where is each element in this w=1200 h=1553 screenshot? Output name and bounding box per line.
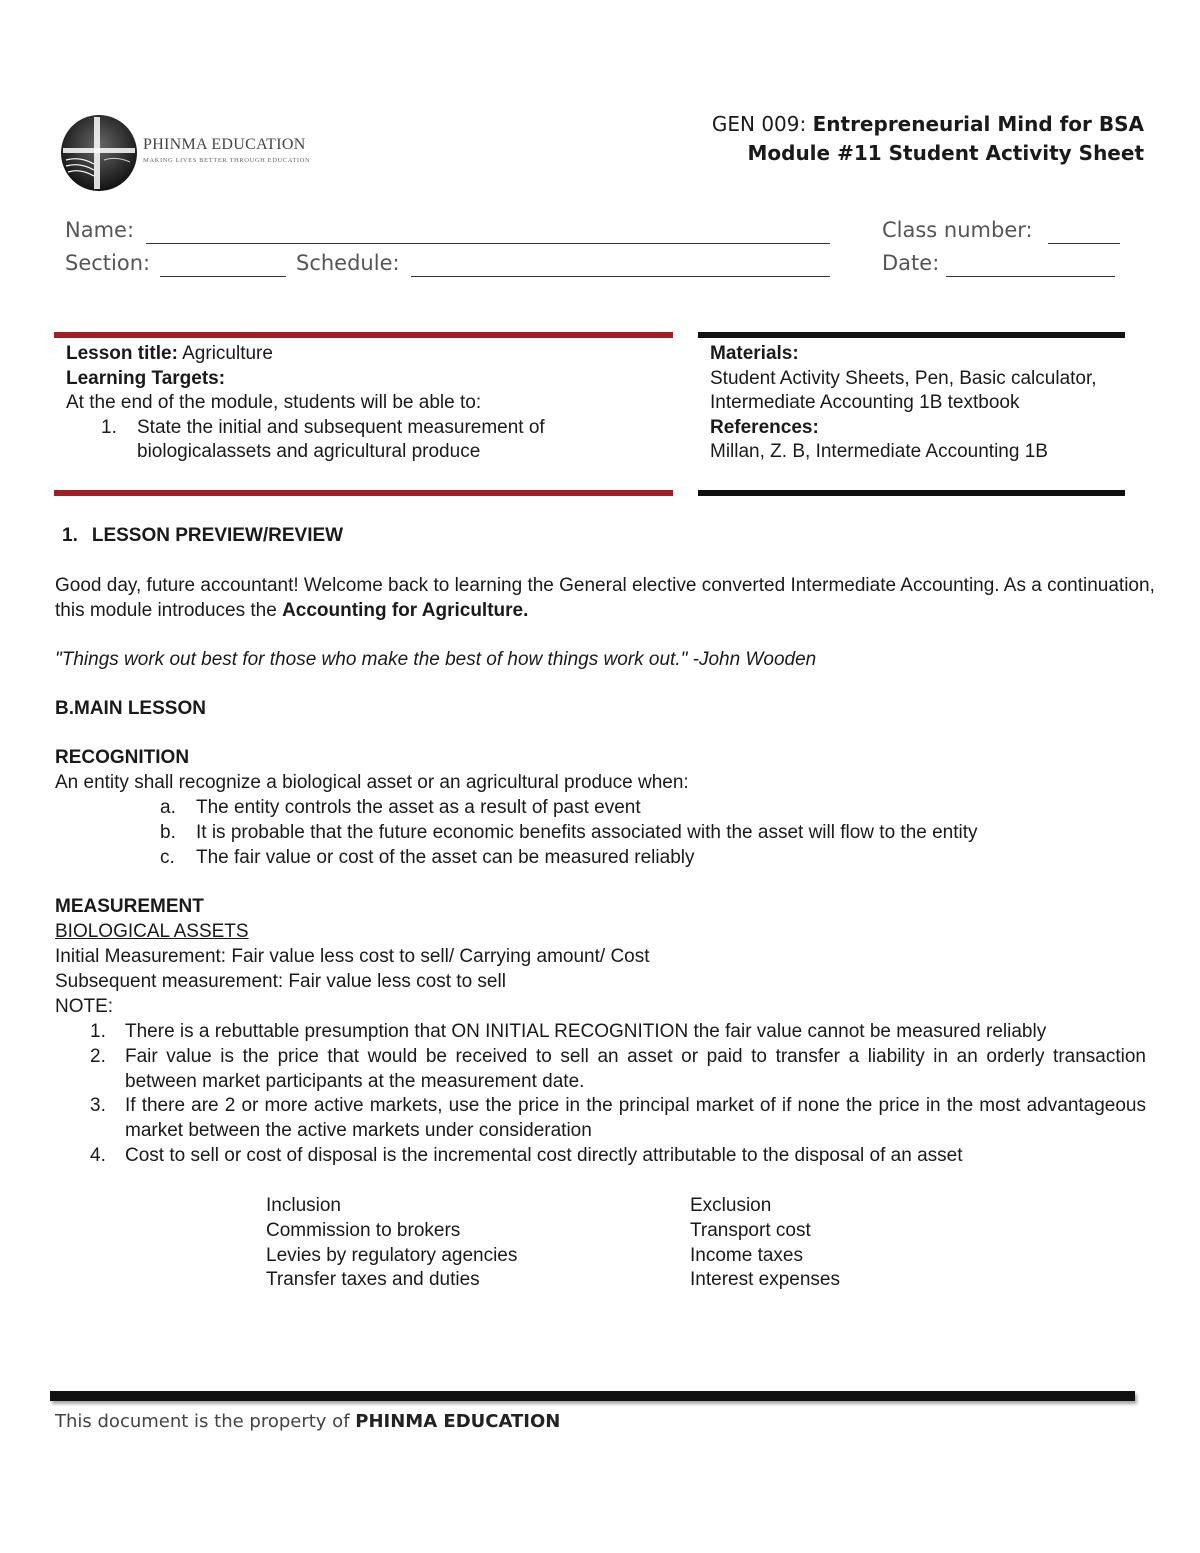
list-item-text: The fair value or cost of the asset can be measured reliably: [196, 846, 695, 868]
inclusion-item: Transfer taxes and duties: [266, 1269, 480, 1291]
section1-title: LESSON PREVIEW/REVIEW: [91, 525, 344, 546]
measurement-heading: MEASUREMENT: [55, 896, 204, 917]
list-item: [160, 846, 1140, 871]
inclusion-header: Inclusion: [266, 1195, 341, 1216]
logo-wordmark: PHINMA EDUCATION: [143, 136, 306, 153]
date-field[interactable]: [946, 276, 1115, 277]
intro-text: Good day, future accountant! Welcome back to learning the General elective converted Intermediate Accounting. As a continuation, this module introduces the: [55, 575, 1155, 621]
list-item: [90, 1045, 1146, 1095]
schedule-label: Schedule:: [296, 251, 400, 275]
exclusion-header: Exclusion: [690, 1195, 772, 1216]
list-item: [90, 1094, 1146, 1144]
list-item-label: b.: [160, 821, 176, 843]
list-item: [90, 1144, 1146, 1169]
intro-bold-text: Accounting for Agriculture.: [282, 599, 529, 621]
date-label: Date:: [882, 251, 940, 275]
module-title: Module #11 Student Activity Sheet: [747, 141, 1144, 165]
learning-targets-label: Learning Targets:: [66, 367, 226, 389]
inclusion-item: Commission to brokers: [266, 1219, 461, 1241]
footer-text: [55, 1411, 560, 1432]
course-code: GEN 009:: [711, 112, 813, 136]
list-item-label: a.: [160, 797, 176, 818]
footer-owner: PHINMA EDUCATION: [355, 1411, 561, 1432]
materials-text: Student Activity Sheets, Pen, Basic calculator, Intermediate Accounting 1B textbook: [710, 367, 1097, 413]
recognition-list: [160, 796, 1140, 870]
exclusion-item: Interest expenses: [690, 1269, 840, 1291]
list-item: [160, 796, 1140, 821]
list-item: [90, 1020, 1146, 1045]
logo-emblem-icon: [58, 112, 140, 194]
quote: "Things work out best for those who make the best of how things work out." -John Wooden: [55, 649, 817, 670]
main-lesson-heading: B.MAIN LESSON: [55, 698, 206, 719]
lesson-box-bottom-bar: [54, 490, 673, 496]
note-number: 4.: [90, 1144, 106, 1166]
learning-target-number: 1.: [101, 416, 117, 438]
subsequent-measurement: Subsequent measurement: Fair value less cost to sell: [55, 971, 506, 992]
lesson-title-label: Lesson title:: [66, 343, 178, 364]
course-name: Entrepreneurial Mind for BSA: [812, 112, 1144, 136]
inclusion-column: [266, 1194, 517, 1293]
footer-bar: [50, 1391, 1135, 1401]
section-label: Section:: [65, 251, 151, 275]
learning-targets-intro: At the end of the module, students will be able to:: [66, 392, 482, 413]
learning-target-item: [66, 416, 607, 465]
note-text: There is a rebuttable presumption that ON INITIAL RECOGNITION the fair value cannot be measured reliably: [125, 1021, 1047, 1042]
logo-tagline: MAKING LIVES BETTER THROUGH EDUCATION: [143, 157, 311, 164]
recognition-intro: An entity shall recognize a biological asset or an agricultural produce when:: [55, 772, 689, 793]
list-item-label: c.: [160, 846, 175, 868]
list-item: [160, 821, 1140, 846]
exclusion-column: [690, 1194, 840, 1293]
note-number: 2.: [90, 1045, 106, 1067]
exclusion-item: Income taxes: [690, 1244, 803, 1266]
initial-measurement: Initial Measurement: Fair value less cost to sell/ Carrying amount/ Cost: [55, 946, 650, 967]
name-label: Name:: [65, 218, 135, 242]
class-number-label: Class number:: [882, 218, 1033, 242]
recognition-heading: RECOGNITION: [55, 747, 190, 768]
note-number: 3.: [90, 1095, 106, 1117]
materials-box-bottom-bar: [698, 490, 1125, 496]
section-field[interactable]: [160, 276, 286, 277]
notes-list: [90, 1020, 1146, 1169]
note-text: If there are 2 or more active markets, use the price in the principal market of if none the price in the most advantageous market between the active markets under consideration: [125, 1095, 1146, 1142]
note-text: Fair value is the price that would be received to sell an asset or paid to transfer a liability in an orderly transaction between market participants at the measurement date.: [125, 1045, 1146, 1092]
materials-box: [710, 342, 1115, 465]
note-text: Cost to sell or cost of disposal is the incremental cost directly attributable to the disposal of an asset: [125, 1144, 963, 1166]
lesson-title-row: [66, 342, 666, 367]
note-label: NOTE:: [55, 996, 114, 1017]
materials-label: Materials:: [710, 343, 799, 364]
class-number-field[interactable]: [1048, 243, 1120, 244]
lesson-box-top-bar: [54, 332, 673, 338]
list-item-text: The entity controls the asset as a result of past event: [196, 797, 641, 818]
learning-target-text: State the initial and subsequent measurement of biologicalassets and agricultural produce: [137, 416, 545, 462]
section1-intro-paragraph: [55, 574, 1155, 624]
section1-heading: [62, 524, 343, 549]
references-text: Millan, Z. B, Intermediate Accounting 1B: [710, 441, 1048, 462]
lesson-box: [66, 342, 666, 465]
footer-label: This document is the property of: [55, 1411, 356, 1432]
list-item-text: It is probable that the future economic benefits associated with the asset will flow to the entity: [196, 821, 978, 843]
name-field[interactable]: [146, 243, 830, 244]
biological-assets-heading: BIOLOGICAL ASSETS: [55, 921, 249, 942]
inclusion-item: Levies by regulatory agencies: [266, 1244, 518, 1266]
materials-box-top-bar: [698, 332, 1125, 338]
schedule-field[interactable]: [411, 276, 830, 277]
course-title: [712, 112, 1144, 136]
section1-number: 1.: [62, 525, 78, 546]
note-number: 1.: [90, 1021, 106, 1042]
lesson-title: Agriculture: [177, 343, 273, 364]
references-label: References:: [710, 416, 819, 438]
exclusion-item: Transport cost: [690, 1219, 811, 1241]
